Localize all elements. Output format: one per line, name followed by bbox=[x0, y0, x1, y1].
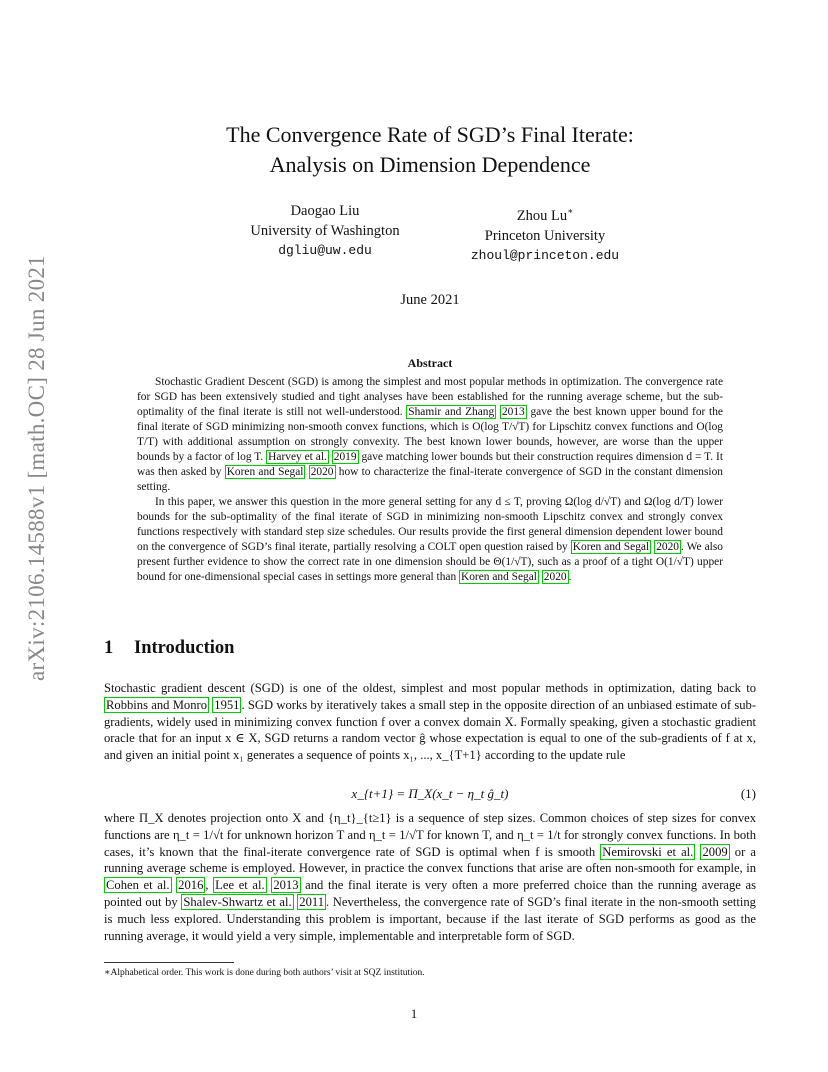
equation-number: (1) bbox=[740, 786, 756, 801]
author-affiliation: Princeton University bbox=[484, 227, 606, 244]
citation-link[interactable]: Shamir and Zhang bbox=[408, 406, 495, 418]
citation-link[interactable]: Lee et al. bbox=[215, 878, 265, 893]
footnote-rule bbox=[104, 962, 234, 963]
citation-link[interactable]: Koren and Segal bbox=[572, 541, 650, 553]
intro-paragraph-2: where Π_X denotes projection onto X and {η_t}_{t≥1} is a sequence of step sizes. Common choices of step sizes for convex functions are η_t = 1/√t for unknown horizon T and η_t = 1/√T for known T, and η_t = 1/t for strongly convex functions. In both cases, it’s known that the final-iterate convergence rate of SGD is optimal when f is smooth Nemirovski et al. 2009 or a running average scheme is employed. However, in practice the convex functions that arise are often non-smooth for example, in Cohen et al. 2016 , Lee et al. 2013 and the final iterate is very often a more preferred choice than the running average as pointed out by Shalev-Shwartz et al. 2011 . Nevertheless, the convergence rate of SGD’s final iterate in the non-smooth setting is much less explored. Understanding this problem is important, because if the last iterate of SGD performs as good as the running average, it would yield a very simple, implementable and interpretable form of SGD. bbox=[104, 811, 757, 943]
author-name: Zhou Lu∗ bbox=[516, 206, 574, 224]
abstract-paragraph-1: Stochastic Gradient Descent (SGD) is among the simplest and most popular methods in optimization. The convergence rate for SGD has been extensively studied and tight analyses have been established for the running average scheme, but the sub-optimality of the final iterate is still not well-understood. Shamir and Zhang 2013 gave the best known upper bound for the final iterate of SGD minimizing non-smooth convex functions, which is O(log T/√T) for Lipschitz convex functions and O(log T/T) with additional assumption on strongly convexity. The best known lower bounds, however, are worse than the upper bounds by a factor of log T. Harvey et al. 2019 gave matching lower bounds but their construction requires dimension d = T. It was then asked by Koren and Segal 2020 how to characterize the final-iterate convergence of SGD in the constant dimension setting. bbox=[137, 376, 723, 493]
citation-year-link[interactable]: 2020 bbox=[543, 571, 567, 583]
citation-year-link[interactable]: 2016 bbox=[178, 878, 204, 893]
citation-link[interactable]: Cohen et al. bbox=[106, 878, 170, 893]
citation-year-link[interactable]: 2020 bbox=[656, 541, 679, 553]
abstract-heading: Abstract bbox=[407, 356, 453, 370]
author-email[interactable]: zhoul@princeton.edu bbox=[470, 247, 620, 263]
arxiv-stamp: arXiv:2106.14588v1 [math.OC] 28 Jun 2021 bbox=[24, 254, 49, 681]
abstract-paragraph-2: In this paper, we answer this question in the more general setting for any d ≤ T, proving Ω(log d/√T) and Ω(log d/T) lower bounds for the sub-optimality of the final iterate of SGD in minimizing non-smooth Lipschitz convex and strongly convex functions respectively with standard step size schedules. Our results provide the first general dimension dependent lower bound on the convergence of SGD’s final iterate, partially resolving a COLT open question raised by Koren and Segal 2020 . We also present further evidence to show the correct rate in one dimension should be Θ(1/√T), such as a proof of a tight O(1/√T) upper bound for one-dimensional special cases in settings more general than Koren and Segal 2020 . bbox=[137, 496, 723, 583]
section-number: 1 bbox=[104, 638, 114, 658]
author-name: Daogao Liu bbox=[290, 203, 360, 219]
paper-title bbox=[104, 120, 756, 180]
citation-link[interactable]: Robbins and Monro bbox=[106, 697, 207, 712]
citation-link[interactable]: Nemirovski et al. bbox=[602, 844, 694, 859]
equation-formula: x_{t+1} = Π_X(x_t − η_t ĝ_t) bbox=[351, 786, 509, 801]
citation-link[interactable]: Koren and Segal bbox=[461, 571, 537, 583]
citation-link[interactable]: Shalev-Shwartz et al. bbox=[183, 894, 292, 909]
citation-link[interactable]: Koren and Segal bbox=[226, 466, 304, 478]
author-email[interactable]: dgliu@uw.edu bbox=[278, 243, 372, 258]
citation-year-link[interactable]: 2013 bbox=[501, 406, 525, 418]
footnote: ∗Alphabetical order. This work is done during both authors’ visit at SQZ institution. bbox=[104, 968, 425, 978]
intro-paragraph-1: Stochastic gradient descent (SGD) is one of the oldest, simplest and most popular methods in optimization, dating back to Robbins and Monro 1951 . SGD works by iteratively takes a small step in the opposite direction of an unbiased estimate of sub-gradients, widely used in minimizing convex function f over a convex domain X. Formally speaking, given a stochastic gradient oracle that for an input x ∈ X, SGD returns a random vector ĝ whose expectation is equal to one of the sub-gradients of f at x, and given an initial point x₁ generates a sequence of points x₁, ..., x_{T+1} according to the update rule bbox=[104, 681, 757, 763]
section-title: Introduction bbox=[134, 638, 235, 658]
citation-year-link[interactable]: 1951 bbox=[214, 697, 240, 712]
author-block-2 bbox=[455, 201, 635, 266]
citation-year-link[interactable]: 2020 bbox=[310, 466, 334, 478]
page-number: 1 bbox=[410, 1007, 418, 1021]
citation-year-link[interactable]: 2019 bbox=[333, 451, 357, 463]
author-block-1 bbox=[220, 201, 430, 261]
title-line-2: Analysis on Dimension Dependence bbox=[269, 152, 591, 177]
citation-year-link[interactable]: 2013 bbox=[273, 878, 299, 893]
footnote-mark[interactable]: ∗ bbox=[567, 206, 574, 216]
citation-year-link[interactable]: 2009 bbox=[702, 844, 728, 859]
section-heading bbox=[104, 638, 234, 659]
abstract bbox=[137, 375, 723, 585]
author-affiliation: University of Washington bbox=[250, 223, 400, 239]
citation-year-link[interactable]: 2011 bbox=[299, 894, 324, 909]
citation-link[interactable]: Harvey et al. bbox=[268, 451, 327, 463]
title-line-1: The Convergence Rate of SGD’s Final Iterate: bbox=[226, 122, 634, 147]
paper-date: June 2021 bbox=[400, 292, 460, 308]
